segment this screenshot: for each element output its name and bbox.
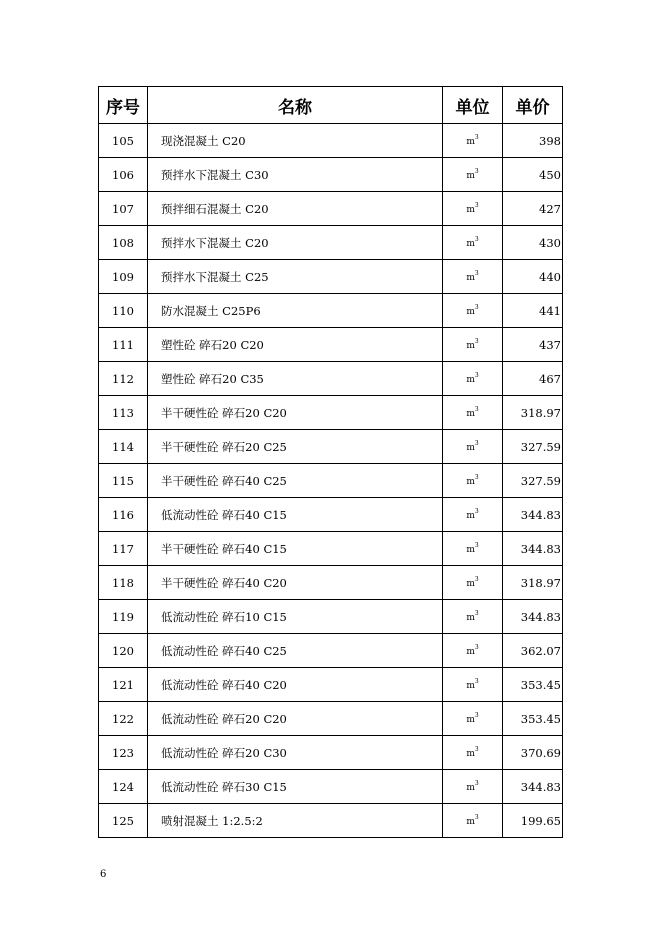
row-number: 107 [99, 192, 148, 226]
row-number: 118 [99, 566, 148, 600]
row-name: 预拌水下混凝土 C25 [148, 260, 443, 294]
row-name: 塑性砼 碎石20 C35 [148, 362, 443, 396]
row-name: 低流动性砼 碎石40 C25 [148, 634, 443, 668]
unit-superscript: 3 [474, 644, 479, 651]
row-name: 预拌水下混凝土 C30 [148, 158, 443, 192]
unit-superscript: 3 [474, 304, 479, 311]
table-header-row [99, 87, 563, 124]
unit-base: m [466, 579, 475, 589]
row-name: 低流动性砼 碎石20 C20 [148, 702, 443, 736]
row-price: 450 [503, 158, 563, 192]
unit-superscript: 3 [474, 406, 479, 413]
row-price: 344.83 [503, 770, 563, 804]
row-name: 低流动性砼 碎石20 C30 [148, 736, 443, 770]
unit-base: m [466, 511, 475, 521]
row-price: 440 [503, 260, 563, 294]
row-number: 123 [99, 736, 148, 770]
unit-base: m [466, 715, 475, 725]
row-name: 喷射混凝土 1:2.5:2 [148, 804, 443, 838]
table-row [99, 804, 563, 838]
row-unit [443, 600, 503, 634]
row-name: 预拌细石混凝土 C20 [148, 192, 443, 226]
header-name: 名称 [148, 87, 443, 124]
table-row [99, 532, 563, 566]
row-unit [443, 668, 503, 702]
row-name: 低流动性砼 碎石30 C15 [148, 770, 443, 804]
row-price: 362.07 [503, 634, 563, 668]
row-name: 半干硬性砼 碎石20 C25 [148, 430, 443, 464]
row-price: 327.59 [503, 430, 563, 464]
row-name: 半干硬性砼 碎石20 C20 [148, 396, 443, 430]
unit-superscript: 3 [474, 746, 479, 753]
row-price: 344.83 [503, 498, 563, 532]
row-price: 437 [503, 328, 563, 362]
row-unit [443, 158, 503, 192]
unit-superscript: 3 [474, 678, 479, 685]
row-number: 109 [99, 260, 148, 294]
row-unit [443, 498, 503, 532]
row-number: 111 [99, 328, 148, 362]
unit-superscript: 3 [474, 168, 479, 175]
table-row [99, 328, 563, 362]
row-price: 370.69 [503, 736, 563, 770]
row-number: 110 [99, 294, 148, 328]
unit-superscript: 3 [474, 202, 479, 209]
unit-base: m [466, 205, 475, 215]
row-number: 117 [99, 532, 148, 566]
row-number: 108 [99, 226, 148, 260]
row-number: 105 [99, 124, 148, 158]
row-name: 现浇混凝土 C20 [148, 124, 443, 158]
row-unit [443, 532, 503, 566]
header-no: 序号 [99, 87, 148, 124]
row-price: 398 [503, 124, 563, 158]
unit-superscript: 3 [474, 440, 479, 447]
row-number: 113 [99, 396, 148, 430]
row-unit [443, 430, 503, 464]
row-number: 112 [99, 362, 148, 396]
table-row [99, 124, 563, 158]
row-number: 114 [99, 430, 148, 464]
unit-superscript: 3 [474, 508, 479, 515]
unit-superscript: 3 [474, 474, 479, 481]
row-unit [443, 634, 503, 668]
table-row [99, 430, 563, 464]
row-unit [443, 124, 503, 158]
row-price: 344.83 [503, 532, 563, 566]
unit-superscript: 3 [474, 814, 479, 821]
row-price: 427 [503, 192, 563, 226]
table-row [99, 770, 563, 804]
row-name: 低流动性砼 碎石40 C15 [148, 498, 443, 532]
row-unit [443, 736, 503, 770]
table-row [99, 600, 563, 634]
row-price: 318.97 [503, 566, 563, 600]
row-number: 122 [99, 702, 148, 736]
table-row [99, 192, 563, 226]
row-unit [443, 702, 503, 736]
unit-superscript: 3 [474, 780, 479, 787]
unit-base: m [466, 409, 475, 419]
row-number: 125 [99, 804, 148, 838]
row-number: 121 [99, 668, 148, 702]
unit-base: m [466, 443, 475, 453]
unit-superscript: 3 [474, 270, 479, 277]
row-name: 低流动性砼 碎石40 C20 [148, 668, 443, 702]
unit-superscript: 3 [474, 610, 479, 617]
row-unit [443, 566, 503, 600]
unit-base: m [466, 817, 475, 827]
unit-base: m [466, 647, 475, 657]
unit-base: m [466, 749, 475, 759]
unit-base: m [466, 171, 475, 181]
table-row [99, 668, 563, 702]
table-row [99, 736, 563, 770]
unit-base: m [466, 137, 475, 147]
unit-base: m [466, 477, 475, 487]
row-name: 塑性砼 碎石20 C20 [148, 328, 443, 362]
row-name: 半干硬性砼 碎石40 C20 [148, 566, 443, 600]
table-row [99, 362, 563, 396]
row-unit [443, 328, 503, 362]
unit-base: m [466, 783, 475, 793]
row-price: 344.83 [503, 600, 563, 634]
table-row [99, 226, 563, 260]
row-name: 半干硬性砼 碎石40 C15 [148, 532, 443, 566]
unit-superscript: 3 [474, 338, 479, 345]
header-unit: 单位 [443, 87, 503, 124]
table-row [99, 566, 563, 600]
unit-base: m [466, 375, 475, 385]
row-unit [443, 294, 503, 328]
unit-superscript: 3 [474, 576, 479, 583]
row-name: 低流动性砼 碎石10 C15 [148, 600, 443, 634]
unit-superscript: 3 [474, 372, 479, 379]
unit-superscript: 3 [474, 542, 479, 549]
row-number: 119 [99, 600, 148, 634]
page-number: 6 [100, 869, 107, 880]
row-price: 441 [503, 294, 563, 328]
unit-superscript: 3 [474, 712, 479, 719]
row-unit [443, 260, 503, 294]
header-price: 单价 [503, 87, 563, 124]
unit-superscript: 3 [474, 236, 479, 243]
row-price: 353.45 [503, 668, 563, 702]
row-name: 半干硬性砼 碎石40 C25 [148, 464, 443, 498]
table-row [99, 260, 563, 294]
unit-base: m [466, 307, 475, 317]
row-number: 124 [99, 770, 148, 804]
row-unit [443, 464, 503, 498]
table-row [99, 464, 563, 498]
row-unit [443, 770, 503, 804]
row-price: 467 [503, 362, 563, 396]
row-price: 353.45 [503, 702, 563, 736]
row-name: 预拌水下混凝土 C20 [148, 226, 443, 260]
unit-base: m [466, 341, 475, 351]
unit-superscript: 3 [474, 134, 479, 141]
table-row [99, 294, 563, 328]
table-row [99, 158, 563, 192]
row-number: 106 [99, 158, 148, 192]
row-name: 防水混凝土 C25P6 [148, 294, 443, 328]
row-unit [443, 226, 503, 260]
unit-base: m [466, 681, 475, 691]
row-number: 120 [99, 634, 148, 668]
unit-base: m [466, 545, 475, 555]
table-body [99, 124, 563, 838]
row-unit [443, 396, 503, 430]
row-price: 199.65 [503, 804, 563, 838]
table-row [99, 498, 563, 532]
row-unit [443, 804, 503, 838]
unit-base: m [466, 613, 475, 623]
table-row [99, 702, 563, 736]
unit-base: m [466, 239, 475, 249]
unit-base: m [466, 273, 475, 283]
row-price: 327.59 [503, 464, 563, 498]
table-row [99, 396, 563, 430]
row-number: 116 [99, 498, 148, 532]
row-unit [443, 362, 503, 396]
row-number: 115 [99, 464, 148, 498]
price-table [98, 86, 563, 838]
row-price: 430 [503, 226, 563, 260]
row-price: 318.97 [503, 396, 563, 430]
row-unit [443, 192, 503, 226]
table-row [99, 634, 563, 668]
